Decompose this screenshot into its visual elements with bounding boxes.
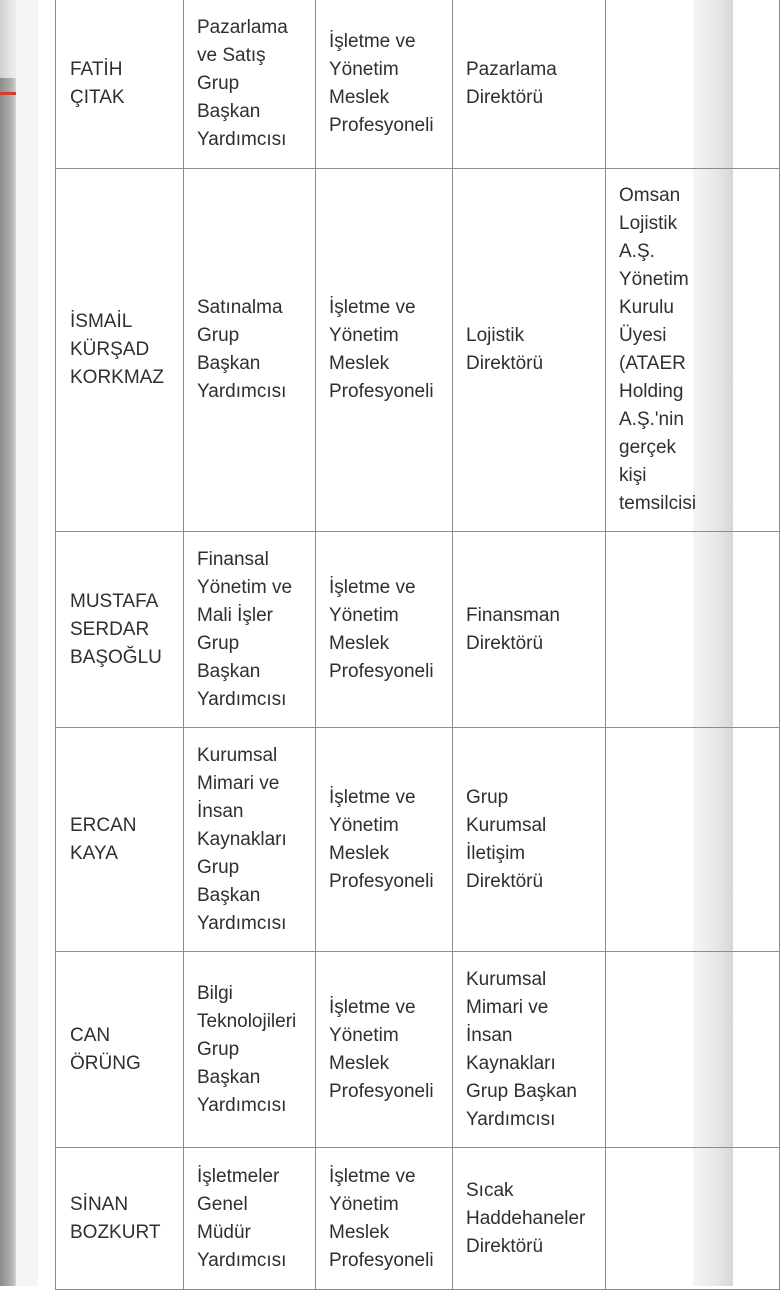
cell-title: Pazarlama ve Satış Grup Başkan Yardımcısı	[184, 0, 316, 169]
table-row	[56, 169, 780, 532]
cell-previous-role: Finansman Direktörü	[453, 532, 606, 728]
cell-title: Satınalma Grup Başkan Yardımcısı	[184, 169, 316, 532]
cell-other-roles: Omsan Lojistik A.Ş. Yönetim Kurulu Üyesi (ATAER Holding A.Ş.'nin gerçek kişi temsilcisi	[606, 169, 780, 532]
cell-previous-role: Grup Kurumsal İletişim Direktörü	[453, 728, 606, 952]
table-row	[56, 532, 780, 728]
cell-profession: İşletme ve Yönetim Meslek Profesyoneli	[316, 169, 453, 532]
executive-table-body	[56, 0, 780, 1290]
left-gutter-shade	[0, 78, 16, 1286]
cell-name: ERCAN KAYA	[56, 728, 184, 952]
cell-name: MUSTAFA SERDAR BAŞOĞLU	[56, 532, 184, 728]
cell-other-roles	[606, 532, 780, 728]
cell-other-roles	[606, 952, 780, 1148]
cell-other-roles	[606, 728, 780, 952]
cell-profession: İşletme ve Yönetim Meslek Profesyoneli	[316, 1148, 453, 1290]
cell-name: SİNAN BOZKURT	[56, 1148, 184, 1290]
cell-title: Finansal Yönetim ve Mali İşler Grup Başkan Yardımcısı	[184, 532, 316, 728]
cell-name: CAN ÖRÜNG	[56, 952, 184, 1148]
table-row	[56, 0, 780, 169]
cell-title: Kurumsal Mimari ve İnsan Kaynakları Grup Başkan Yardımcısı	[184, 728, 316, 952]
cell-previous-role: Sıcak Haddehaneler Direktörü	[453, 1148, 606, 1290]
cell-other-roles	[606, 1148, 780, 1290]
cell-title: Bilgi Teknolojileri Grup Başkan Yardımcısı	[184, 952, 316, 1148]
cell-profession: İşletme ve Yönetim Meslek Profesyoneli	[316, 0, 453, 169]
cell-profession: İşletme ve Yönetim Meslek Profesyoneli	[316, 952, 453, 1148]
cell-profession: İşletme ve Yönetim Meslek Profesyoneli	[316, 532, 453, 728]
cell-name: FATİH ÇITAK	[56, 0, 184, 169]
content-area[interactable]	[38, 0, 697, 1286]
page-margin-left	[16, 0, 39, 1286]
cell-profession: İşletme ve Yönetim Meslek Profesyoneli	[316, 728, 453, 952]
left-gutter-accent-line	[0, 92, 16, 95]
table-row	[56, 728, 780, 952]
table-scroll-container[interactable]	[55, 0, 697, 1286]
cell-previous-role: Lojistik Direktörü	[453, 169, 606, 532]
cell-title: İşletmeler Genel Müdür Yardımcısı	[184, 1148, 316, 1290]
cell-name: İSMAİL KÜRŞAD KORKMAZ	[56, 169, 184, 532]
cell-other-roles	[606, 0, 780, 169]
table-row	[56, 952, 780, 1148]
table-row	[56, 1148, 780, 1290]
executive-table	[55, 0, 780, 1290]
cell-previous-role: Kurumsal Mimari ve İnsan Kaynakları Grup Başkan Yardımcısı	[453, 952, 606, 1148]
cell-previous-role: Pazarlama Direktörü	[453, 0, 606, 169]
